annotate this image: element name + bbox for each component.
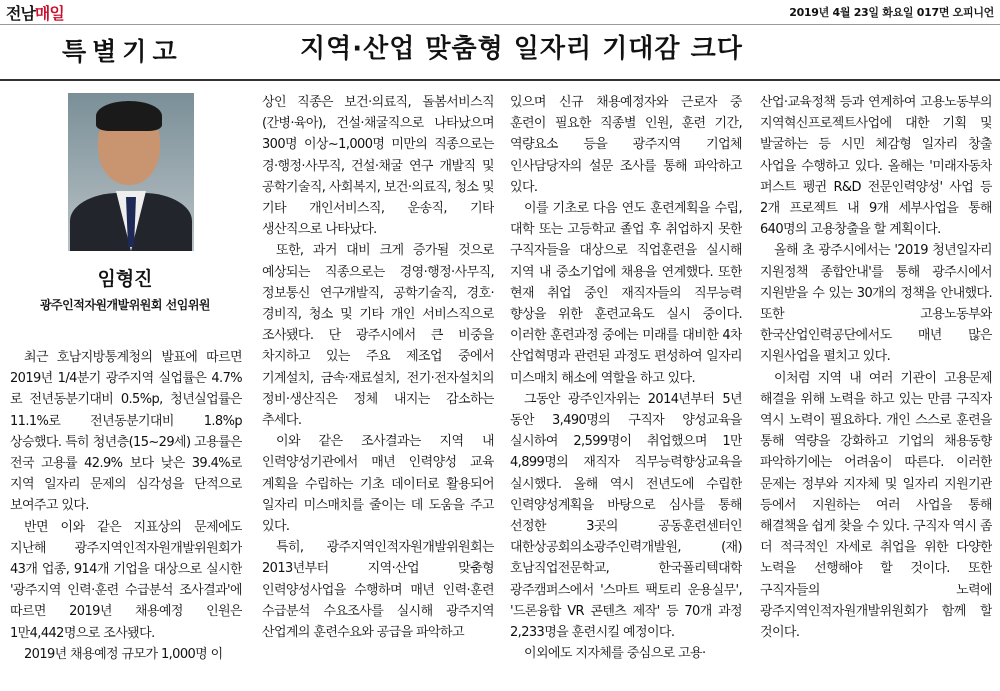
paragraph: 그동안 광주인자위는 2014년부터 5년 동안 3,490명의 구직자 양성교육을 실시하여 2,599명이 취업했으며 1만 4,899명의 재직자 직무능력향상교육을 실시했다. 올해 역시 전년도에 수립한 인력양성계획을 바탕으로 심사를 통해 선정한 3곳의 공동훈련센터인 대한상공회의소광주인력개발원, (재)호남직업전문학교, 한국폴리텍대학 광주캠퍼스에서 '스마트 팩토리 운용실무', '드론융합 VR 콘텐츠 제작' 등 70개 과정 2,233명을 훈련시킬 예정이다. [510, 391, 742, 641]
paragraph: 반면 이와 같은 지표상의 문제에도 지난해 광주지역인적자원개발위원회가 43개 업종, 914개 기업을 대상으로 실시한 '광주지역 인력·훈련 수급분석 조사결과'에 따르면 2019년 채용예정 인원은 1만4,442명으로 조사됐다. [10, 519, 242, 641]
paragraph: 산업·교육정책 등과 연계하여 고용노동부의 지역혁신프로젝트사업에 대한 기획 및 발굴하는 등 시민 체감형 일자리 창출 사업을 수행하고 있다. 올해는 '미래자동차 퍼스트 펭귄 R&D 전문인력양성' 사업 등 2개 프로젝트 내 9개 세부사업을 통해 640명의 고용창출을 할 계획이다. [760, 95, 992, 238]
paragraph: 있으며 신규 채용예정자와 근로자 중 훈련이 필요한 직종별 인원, 훈련 기간, 역량요소 등을 광주지역 기업체 인사담당자의 설문 조사를 통해 파악하고 있다. [510, 95, 742, 195]
article-column-1 [10, 347, 242, 691]
paragraph: 이를 기초로 다음 연도 훈련계획을 수립, 대학 또는 고등학교 졸업 후 취업하지 못한 구직자들을 대상으로 직업훈련을 실시해 지역 내 중소기업에 채용을 연계했다. 또한 현재 취업 중인 재직자들의 직무능력 향상을 위한 훈련교육도 실시 중이다. 이러한 훈련과정 중에는 미래를 대비한 4차 산업혁명과 관련된 과정도 편성하여 일자리 미스매치 해소에 역할을 하고 있다. [510, 201, 742, 386]
date-info: 2019년 4월 23일 화요일 017면 오피니언 [789, 6, 994, 19]
paragraph: 이처럼 지역 내 여러 기관이 고용문제 해결을 위해 노력을 하고 있는 만큼 구직자 역시 노력이 필요하다. 개인 스스로 훈련을 통해 역량을 강화하고 기업의 채용동향 파악하기에는 어려움이 따른다. 이러한 문제는 정부와 지자체 및 일자리 지원기관 등에서 지원하는 여러 사업을 통해 해결책을 쉽게 찾을 수 있다. 구직자 역시 좀 더 적극적인 자세로 취업을 위한 다양한 노력을 선행해야 할 것이다. 또한 구직자들의 노력에 광주지역인적자원개발위원회가 함께 할 것이다. [760, 370, 992, 641]
logo-part2: 매일 [34, 4, 64, 23]
masthead [0, 0, 1000, 25]
header-rule [0, 79, 1000, 81]
paragraph: 최근 호남지방통계청의 발표에 따르면 2019년 1/4분기 광주지역 실업률은 4.7%로 전년동분기대비 0.5%p, 청년실업률은 11.1%로 전년동분기대비 1.8%p 상승했다. 특히 청년층(15~29세) 고용률은 전국 고용률 42.9% 보다 낮은 39.4%로 지역 일자리 문제의 심각성을 단적으로 보여주고 있다. [10, 350, 242, 514]
author-title: 광주인적자원개발위원회 선임위원 [39, 298, 211, 312]
paragraph: 또한, 과거 대비 크게 증가될 것으로 예상되는 직종으로는 경영·행정·사무직, 정보통신 연구개발직, 공학기술직, 경호·경비직, 청소 및 기타 개인 서비스직으로 조사됐다. 단 광주시에서 큰 비중을 차지하고 있는 주요 제조업 중에서 기계설치, 금속·재료설치, 전기·전자설치의 정비·생산직은 정체 내지는 감소하는 추세다. [262, 243, 494, 429]
newspaper-logo [6, 1, 64, 24]
paragraph: 상인 직종은 보건·의료직, 돌봄서비스직(간병·육아), 건설·채굴직으로 나타났으며 300명 이상~1,000명 미만의 직종으로는 경·행정·사무직, 건설·채굴 연구 개발직 및 공학기술직, 사회복지, 보건·의료직, 청소 및 기타 개인서비스직, 운송직, 기타 생산직으로 나타났다. [262, 95, 494, 238]
author-name: 임형진 [97, 268, 153, 290]
logo-part1: 전남 [6, 4, 35, 23]
paragraph: 올해 초 광주시에서는 '2019 청년일자리 지원정책 종합안내'를 통해 광주시에서 지원받을 수 있는 30개의 정책을 안내했다. 또한 고용노동부와 한국산업인력공단에서도 매년 많은 지원사업을 펼치고 있다. [760, 243, 992, 365]
article-headline: 지역·산업 맞춤형 일자리 기대감 크다 [300, 34, 743, 64]
author-photo [68, 93, 194, 251]
paragraph: 이외에도 지자체를 중심으로 고용· [524, 646, 706, 662]
section-label: 특별기고 [62, 37, 183, 66]
paragraph: 특히, 광주지역인적자원개발위원회는 2013년부터 지역·산업 맞춤형 인력양성사업을 수행하며 매년 인력·훈련 수급분석 수요조사를 실시해 광주지역 산업계의 훈련수요와 공급을 파악하고 [262, 540, 494, 641]
paragraph: 2019년 채용예정 규모가 1,000명 이 [24, 646, 223, 662]
article-column-4 [760, 92, 992, 691]
paragraph: 이와 같은 조사결과는 지역 내 인력양성기관에서 매년 인력양성 교육 계획을 수립하는 기초 데이터로 활용되어 일자리 미스매치를 줄이는 데 도움을 주고 있다. [262, 434, 494, 535]
article-column-3 [510, 92, 742, 691]
article-column-2 [262, 92, 494, 691]
